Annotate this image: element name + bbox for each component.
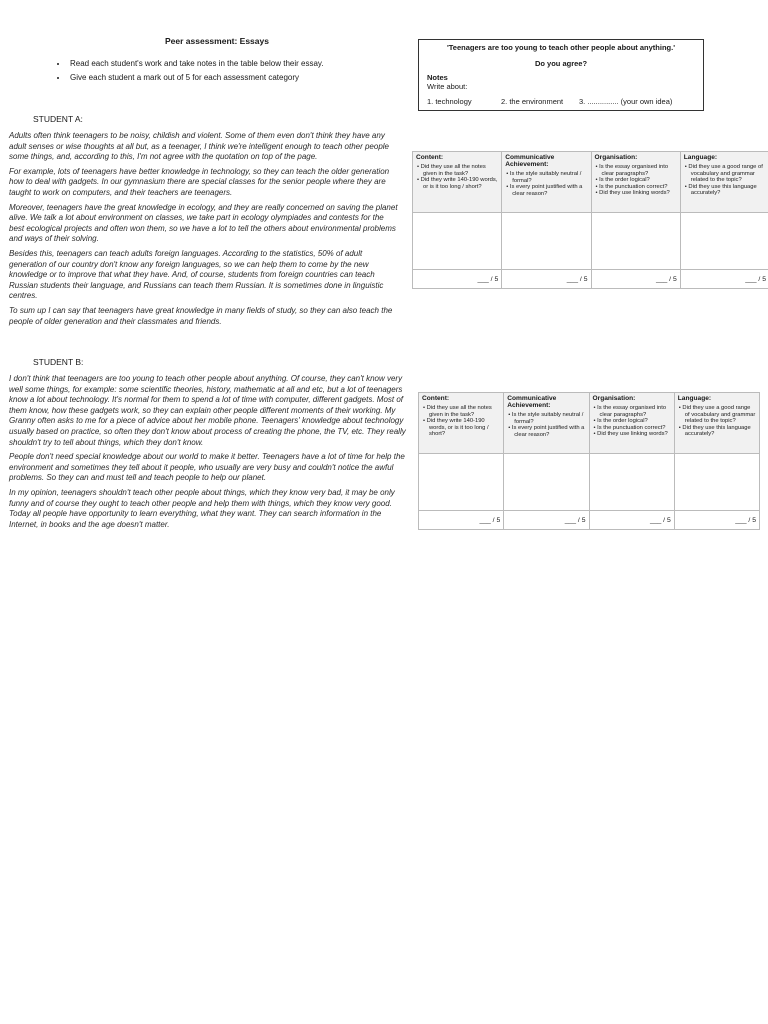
rubric-criterion: • Is the order logical? [602,177,677,184]
notes-cell[interactable] [419,454,504,511]
score-field[interactable]: ___ / 5 [413,270,502,289]
page-title: Peer assessment: Essays [165,36,269,46]
instruction-item: • Read each student's work and take notes in the table below their essay. [68,57,324,71]
score-field[interactable]: ___ / 5 [680,270,768,289]
score-field[interactable]: ___ / 5 [589,511,674,530]
essay-paragraph: Besides this, teenagers can teach adults foreign languages. According to the statistics, 50% of adult generation of our country don't know any foreign languages, so we can help them to come by the new knowledge or to improve that what they have. And, of course, students from foreign countries can teach Russian students their language, and Russians can teach them Russian. It is sometimes done in linguistic centres. [9,248,384,301]
rubric-criterion: • Did they write 140-190 words, or is it too long / short? [423,177,498,190]
rubric-organisation-cell [591,152,680,213]
essay-paragraph: People don't need special knowledge about our world to make it better. Teenagers have a lot of time for help the environment and sometimes they tell about it people, who usually are very busy and couldn't notice the awful problems. So they can and must tell and teach people to help our planet. [9,452,405,483]
instruction-item: • Give each student a mark out of 5 for each assessment category [68,71,324,85]
prompt-option: 3. ............... (your own idea) [579,97,673,106]
essay-paragraph: For example, lots of teenagers have better knowledge in technology, so they can teach the older generation how to deal with gadgets. In our gymnasium there are special classes for the senior people where they are taught to work on computers, and their teachers are teenagers. [9,166,390,197]
student-a-essay [9,131,398,331]
rubric-criterion: • Did they write 140-190 words, or is it too long / short? [429,418,500,438]
rubric-communicative-cell [504,393,589,454]
rubric-criterion: • Did they use a good range of vocabulary and grammar related to the topic? [685,405,756,425]
essay-paragraph: Moreover, teenagers have the great knowledge in ecology, and they are really concerned on saving the planet alive. We talk a lot about environment on classes, we take part in ecology olympiades and contests for the best ecological projects and often won them, so we have a lot to tell the others about environmental problems and ways of their solving. [9,202,398,244]
rubric-content-cell [419,393,504,454]
essay-paragraph: I don't think that teenagers are too young to teach other people about anything. Of course, they can't know very well some things, for example: some scientific theories, history, mathematic at all and etc, but a lot of teenagers know a lot about technology. It's normal for them to spend a lot of time with computer, different gadgets. Most of them know, how these gadgets work, so they can explain other people different moments of their working. My Granny often asks to me for a piece of advice about her mobile phone. Teenagers' knowledge about technology usually based on practice, so often they don't know about process of creating the phone, the TV, etc. They really shouldn't try to tell about things, which they don't know. [9,374,406,447]
score-field[interactable]: ___ / 5 [591,270,680,289]
rubric-criterion: • Did they use all the notes given in the task? [429,405,500,418]
notes-cell[interactable] [504,454,589,511]
rubric-header: Organisation: [594,154,638,161]
notes-cell[interactable] [413,213,502,270]
instructions-list [52,57,324,85]
rubric-header: Communicative Achievement: [507,395,557,409]
rubric-content-cell [413,152,502,213]
rubric-criterion: • Is the style suitably neutral / formal? [514,412,585,425]
essay-paragraph: To sum up I can say that teenagers have great knowledge in many fields of study, so they can also teach the people of older generation and their classmates and friends. [9,305,393,326]
rubric-header: Content: [422,395,450,402]
student-b-rubric [418,392,760,530]
student-a-heading: STUDENT A: [33,114,83,124]
prompt-agree: Do you agree? [534,59,588,68]
rubric-communicative-cell [502,152,591,213]
rubric-criterion: • Did they use a good range of vocabulary and grammar related to the topic? [691,164,766,184]
essay-paragraph: In my opinion, teenagers shouldn't teach other people about things, which they know very bad, it may be only funny and of course they ought to teach other people and help them with things, which they know very good. Today all people have opportunity to learn everything, what they want. They can search information in the Internet, in books and the age doesn't matter. [9,487,395,529]
rubric-criterion: • Is the order logical? [600,418,671,425]
rubric-header: Content: [416,154,444,161]
write-about-label: Write about: [427,82,468,91]
rubric-organisation-cell [589,393,674,454]
rubric-criterion: • Is the punctuation correct? [600,425,671,432]
score-field[interactable]: ___ / 5 [674,511,759,530]
student-b-essay [9,374,407,534]
student-a-rubric [412,151,768,289]
rubric-header: Language: [677,395,712,402]
rubric-criterion: • Is the essay organised into clear paragraphs? [602,164,677,177]
rubric-criterion: • Is the punctuation correct? [602,184,677,191]
essay-prompt-box [418,39,704,111]
rubric-criterion: • Did they use linking words? [600,431,671,438]
notes-cell[interactable] [589,454,674,511]
rubric-language-cell [680,152,768,213]
score-field[interactable]: ___ / 5 [504,511,589,530]
rubric-criterion: • Is every point justified with a clear reason? [512,184,587,197]
notes-label: Notes [427,73,448,82]
rubric-language-cell [674,393,759,454]
notes-cell[interactable] [502,213,591,270]
rubric-criterion: • Is every point justified with a clear reason? [514,425,585,438]
student-b-heading: STUDENT B: [33,357,84,367]
score-field[interactable]: ___ / 5 [502,270,591,289]
essay-paragraph: Adults often think teenagers to be noisy, childish and violent. Some of them even don't think they have any adult senses or wise thoughts at all but, as a teenager, I think we're intelligent enough to teach other people some things, and, according to this, I'm not agree with the quotation on top of the page. [9,131,389,162]
prompt-question: 'Teenagers are too young to teach other people about anything.' [446,43,676,52]
rubric-criterion: • Is the essay organised into clear paragraphs? [600,405,671,418]
notes-cell[interactable] [674,454,759,511]
rubric-criterion: • Did they use linking words? [602,190,677,197]
rubric-criterion: • Is the style suitably neutral / formal? [512,171,587,184]
rubric-criterion: • Did they use all the notes given in the task? [423,164,498,177]
rubric-criterion: • Did they use this language accurately? [691,184,766,197]
notes-cell[interactable] [591,213,680,270]
score-field[interactable]: ___ / 5 [419,511,504,530]
rubric-header: Communicative Achievement: [505,154,555,168]
prompt-option: 2. the environment [501,97,564,106]
notes-cell[interactable] [680,213,768,270]
rubric-header: Organisation: [592,395,636,402]
prompt-option: 1. technology [427,97,472,106]
rubric-criterion: • Did they use this language accurately? [685,425,756,438]
rubric-header: Language: [683,154,718,161]
